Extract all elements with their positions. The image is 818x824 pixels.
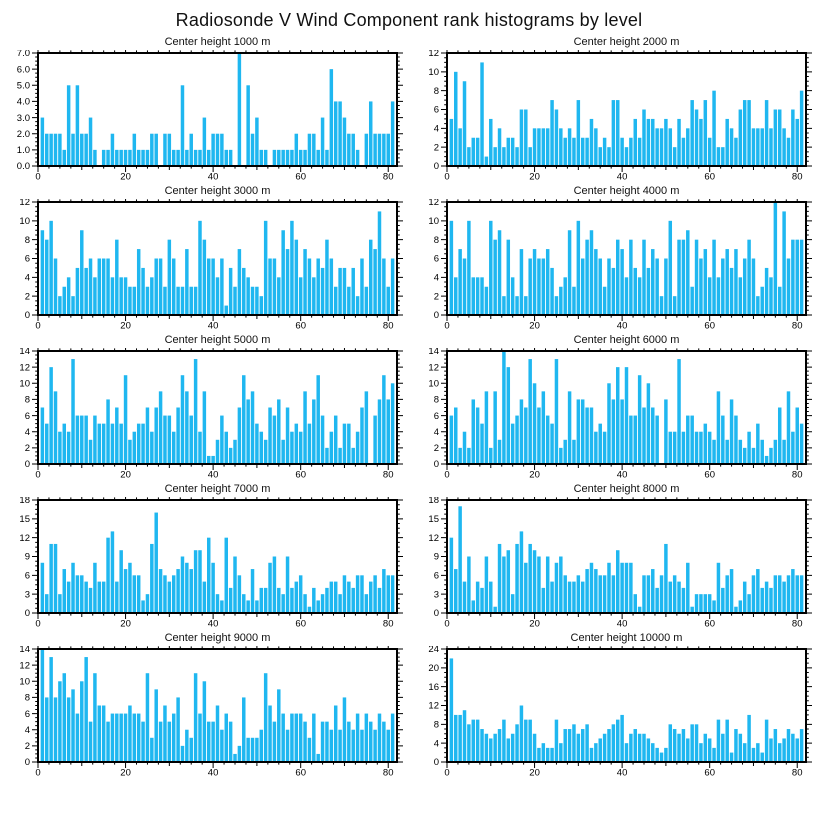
y-tick-label: 8 [24,692,30,704]
y-tick-labels [428,199,439,321]
subplot-title: Center height 5000 m [164,334,271,346]
y-tick-label: 12 [428,362,439,374]
y-tick-label: 10 [19,378,30,390]
y-tick-label: 2.0 [16,128,30,140]
x-tick-label: 40 [616,320,628,332]
subplot-title: Center height 8000 m [573,483,680,495]
y-tick-label: 2 [433,443,439,455]
y-tick-labels [17,50,30,172]
y-tick-label: 15 [428,514,439,525]
y-tick-label: 0 [433,608,439,620]
y-tick-label: 5.0 [16,80,30,92]
x-tick-label: 40 [207,767,219,779]
charts-grid [0,35,818,780]
histogram-bars [41,211,395,315]
subplot-title: Center height 6000 m [573,334,680,346]
y-tick-label: 12 [19,362,30,374]
subplot-title: Center height 3000 m [164,185,271,197]
histogram-canvas [409,646,818,779]
y-tick-label: 0 [24,459,30,471]
x-tick-label: 60 [295,767,306,779]
subplot-title: Center height 9000 m [164,632,271,644]
histogram-canvas [409,348,818,481]
x-tick-labels [35,470,393,481]
x-tick-label: 0 [35,618,41,630]
x-tick-label: 60 [704,171,715,183]
y-tick-label: 4 [433,738,439,750]
y-tick-label: 4 [24,272,30,284]
x-tick-label: 20 [120,171,131,183]
x-tick-labels [444,619,802,630]
histogram-bars [450,62,804,166]
histogram-bars [450,506,804,613]
y-tick-labels [428,50,439,172]
rank-histogram-subplot [409,482,818,631]
x-tick-label: 20 [529,469,540,481]
rank-histogram-subplot [0,631,409,780]
y-tick-label: 4 [433,123,439,135]
y-tick-labels [19,348,30,470]
x-tick-labels [35,768,393,779]
y-tick-label: 0 [433,310,439,322]
y-tick-labels [19,497,30,619]
y-tick-label: 0 [433,757,439,769]
y-tick-label: 6 [24,410,30,422]
y-tick-label: 0 [24,757,30,769]
y-tick-label: 2 [24,741,30,753]
y-tick-label: 9 [24,551,30,563]
y-tick-labels [428,646,439,768]
x-tick-labels [35,619,393,630]
histogram-canvas [0,199,409,332]
histogram-canvas [0,50,409,183]
y-tick-label: 8 [433,394,439,406]
y-tick-label: 8 [24,234,30,246]
histogram-bars [41,513,395,613]
x-tick-label: 60 [295,171,306,183]
x-tick-labels [444,470,802,481]
x-tick-labels [444,768,802,779]
x-tick-labels [444,172,802,183]
y-tick-label: 14 [19,646,30,656]
x-tick-label: 40 [616,618,628,630]
histogram-canvas [409,50,818,183]
y-tick-label: 4 [24,724,30,736]
y-tick-label: 3 [24,589,30,601]
histogram-bars [41,649,395,762]
y-tick-label: 2 [24,291,30,303]
x-tick-label: 80 [791,320,803,332]
y-tick-label: 6 [433,253,439,265]
histogram-bars [41,53,395,166]
y-tick-label: 14 [19,348,30,358]
x-tick-label: 0 [35,171,41,183]
histogram-bars [450,202,804,315]
y-tick-label: 0.0 [16,161,30,173]
y-tick-label: 6 [24,253,30,265]
x-tick-label: 40 [207,618,219,630]
x-tick-label: 60 [295,618,306,630]
subplot-title: Center height 4000 m [573,185,680,197]
histogram-bars [450,658,804,762]
y-tick-label: 12 [19,199,30,209]
y-tick-label: 10 [428,378,439,390]
x-tick-label: 0 [444,767,450,779]
y-tick-label: 0 [433,459,439,471]
y-tick-label: 3.0 [16,112,30,124]
x-tick-label: 80 [382,618,394,630]
x-tick-label: 80 [382,469,394,481]
x-tick-labels [444,321,802,332]
x-tick-label: 20 [529,320,540,332]
y-tick-label: 4.0 [16,96,30,108]
rank-histogram-subplot [409,631,818,780]
x-tick-label: 80 [791,618,803,630]
x-tick-labels [35,321,393,332]
y-tick-label: 0 [433,161,439,173]
page-title: Radiosonde V Wind Component rank histograms by level [175,10,643,30]
x-tick-label: 20 [529,171,540,183]
y-tick-label: 2 [433,142,439,154]
x-tick-label: 60 [295,469,306,481]
x-tick-label: 40 [207,469,219,481]
y-tick-label: 7.0 [16,50,30,60]
histogram-canvas [0,646,409,779]
x-tick-label: 60 [704,469,715,481]
x-tick-label: 40 [207,171,219,183]
histogram-canvas [409,199,818,332]
x-tick-label: 40 [207,320,219,332]
x-tick-label: 20 [529,618,540,630]
x-tick-label: 20 [120,469,131,481]
x-tick-label: 0 [444,469,450,481]
histogram-canvas [409,497,818,630]
y-tick-label: 8 [433,85,439,97]
x-tick-label: 20 [120,320,131,332]
rank-histogram-subplot [0,184,409,333]
histogram-bars [41,359,395,464]
y-tick-label: 12 [428,700,439,712]
x-tick-label: 40 [616,469,628,481]
x-tick-label: 40 [616,171,628,183]
y-tick-label: 9 [433,551,439,563]
x-tick-label: 60 [704,618,715,630]
y-tick-label: 14 [428,348,439,358]
y-tick-label: 0 [24,608,30,620]
x-tick-label: 80 [382,767,394,779]
y-tick-label: 6.0 [16,64,30,76]
rank-histogram-subplot [0,482,409,631]
y-tick-label: 8 [433,234,439,246]
x-tick-label: 80 [382,171,394,183]
y-tick-label: 2 [433,291,439,303]
y-tick-labels [428,497,439,619]
y-tick-label: 4 [433,272,439,284]
subplot-title: Center height 1000 m [164,36,271,48]
x-tick-label: 20 [120,618,131,630]
x-tick-label: 60 [704,767,715,779]
histogram-bars [450,351,804,464]
x-tick-label: 40 [616,767,628,779]
y-tick-label: 10 [428,216,439,227]
x-tick-label: 80 [791,469,803,481]
y-tick-label: 0 [24,310,30,322]
y-tick-labels [19,646,30,768]
rank-histogram-subplot [409,333,818,482]
y-tick-labels [428,348,439,470]
y-tick-label: 12 [428,50,439,60]
x-tick-label: 60 [704,320,715,332]
x-tick-label: 20 [120,767,131,779]
y-tick-label: 24 [428,646,439,656]
y-tick-label: 4 [433,426,439,438]
subplot-title: Center height 10000 m [570,632,683,644]
y-tick-label: 15 [19,514,30,525]
y-tick-label: 20 [428,663,439,674]
y-tick-label: 12 [428,532,439,544]
rank-histogram-subplot [0,333,409,482]
y-tick-label: 6 [433,570,439,582]
x-tick-label: 20 [529,767,540,779]
y-tick-label: 12 [19,660,30,672]
y-tick-label: 8 [433,719,439,731]
rank-histogram-subplot [409,184,818,333]
x-tick-label: 0 [35,767,41,779]
x-tick-label: 0 [444,171,450,183]
x-tick-label: 60 [295,320,306,332]
y-tick-label: 10 [19,216,30,227]
x-tick-label: 0 [444,618,450,630]
y-tick-label: 12 [19,532,30,544]
y-tick-label: 6 [24,570,30,582]
y-tick-label: 3 [433,589,439,601]
y-tick-label: 1.0 [16,145,30,157]
subplot-title: Center height 7000 m [164,483,271,495]
y-tick-label: 18 [19,497,30,507]
x-tick-label: 80 [382,320,394,332]
y-tick-label: 12 [428,199,439,209]
x-tick-label: 0 [35,469,41,481]
x-tick-label: 80 [791,767,803,779]
histogram-canvas [0,348,409,481]
y-tick-label: 18 [428,497,439,507]
y-tick-label: 6 [24,708,30,720]
subplot-title: Center height 2000 m [573,36,680,48]
y-tick-label: 16 [428,681,439,693]
x-tick-label: 0 [35,320,41,332]
rank-histogram-subplot [409,35,818,184]
y-tick-label: 8 [24,394,30,406]
x-tick-label: 0 [444,320,450,332]
y-tick-label: 6 [433,410,439,422]
x-tick-label: 80 [791,171,803,183]
histogram-canvas [0,497,409,630]
x-tick-labels [35,172,393,183]
y-tick-label: 10 [428,67,439,78]
rank-histogram-subplot [0,35,409,184]
y-tick-labels [19,199,30,321]
y-tick-label: 6 [433,104,439,116]
y-tick-label: 2 [24,443,30,455]
y-tick-label: 4 [24,426,30,438]
y-tick-label: 10 [19,676,30,688]
